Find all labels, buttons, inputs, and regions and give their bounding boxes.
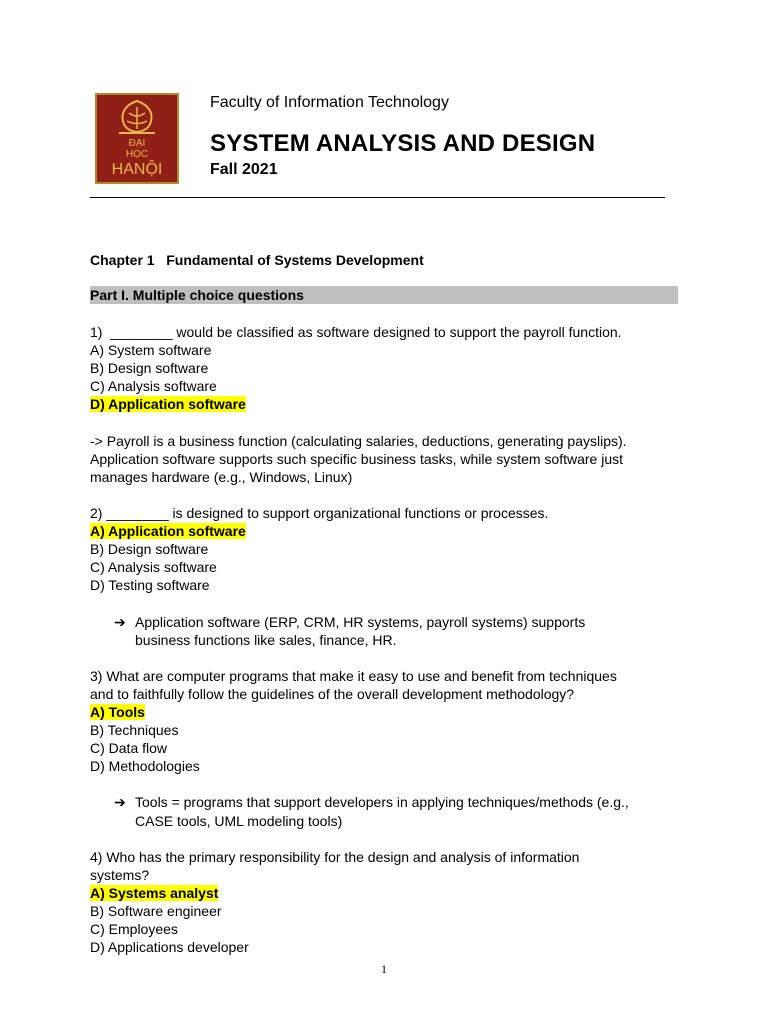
question-1-answer: D) Application software <box>90 396 246 413</box>
part-heading: Part I. Multiple choice questions <box>90 286 678 304</box>
question-3-option-d: D) Methodologies <box>90 758 200 775</box>
question-3-answer: A) Tools <box>90 703 145 720</box>
hanoi-university-logo <box>95 93 179 184</box>
svg-text:ĐẠI: ĐẠI <box>128 138 146 149</box>
question-1-stem: 1) ________ would be classified as software designed to support the payroll function. <box>90 324 622 340</box>
question-4-option-c: C) Employees <box>90 921 178 938</box>
question-4-answer: A) Systems analyst <box>90 884 219 901</box>
question-4-option-d: D) Applications developer <box>90 939 249 956</box>
question-2-option-c: C) Analysis software <box>90 559 217 576</box>
question-2-note-line-2: business functions like sales, finance, HR. <box>135 631 397 648</box>
question-2-option-b: B) Design software <box>90 541 209 558</box>
question-2-answer: A) Application software <box>90 523 246 540</box>
question-2-note-line-1: Application software (ERP, CRM, HR systems, payroll systems) supports <box>135 613 586 630</box>
question-3-note-line-1: Tools = programs that support developers in applying techniques/methods (e.g., <box>135 794 629 811</box>
course-title: SYSTEM ANALYSIS AND DESIGN <box>210 130 596 157</box>
question-4-stem-line-2: systems? <box>90 866 150 883</box>
question-3-stem-line-2: and to faithfully follow the guidelines of the overall development methodology? <box>90 685 575 702</box>
question-1-option-b: B) Design software <box>90 360 209 377</box>
question-2-note <box>90 613 680 649</box>
right-arrow-icon: ➔ <box>114 794 126 811</box>
faculty-name: Faculty of Information Technology <box>210 94 449 111</box>
right-arrow-icon: ➔ <box>114 613 126 630</box>
question-2-option-d: D) Testing software <box>90 577 210 594</box>
term-label: Fall 2021 <box>210 161 278 178</box>
chapter-heading: Chapter 1 Fundamental of Systems Development <box>90 252 424 268</box>
question-4-option-b: B) Software engineer <box>90 903 222 919</box>
question-1-option-c: C) Analysis software <box>90 378 217 395</box>
question-3-note <box>90 793 680 829</box>
header-divider <box>90 197 665 198</box>
questions-list <box>90 323 680 956</box>
svg-text:HANỘI: HANỘI <box>111 161 163 178</box>
question-3-option-b: B) Techniques <box>90 722 179 739</box>
question-1-explanation-line-1: -> Payroll is a business function (calculating salaries, deductions, generating payslips). <box>90 432 627 449</box>
question-1-explanation-line-2: Application software supports such specific business tasks, while system software just <box>90 450 624 467</box>
question-1-option-a: A) System software <box>90 342 212 359</box>
question-2-stem: 2) ________ is designed to support organizational functions or processes. <box>90 504 549 521</box>
svg-text:HỌC: HỌC <box>125 149 149 160</box>
question-4-stem-line-1: 4) Who has the primary responsibility for the design and analysis of information <box>90 848 580 865</box>
question-1-explanation-line-3: manages hardware (e.g., Windows, Linux) <box>90 468 353 485</box>
question-3-stem-line-1: 3) What are computer programs that make it easy to use and benefit from techniques <box>90 667 617 684</box>
question-3-note-line-2: CASE tools, UML modeling tools) <box>135 812 343 829</box>
page-number: 1 <box>381 962 387 976</box>
question-3-option-c: C) Data flow <box>90 740 168 757</box>
